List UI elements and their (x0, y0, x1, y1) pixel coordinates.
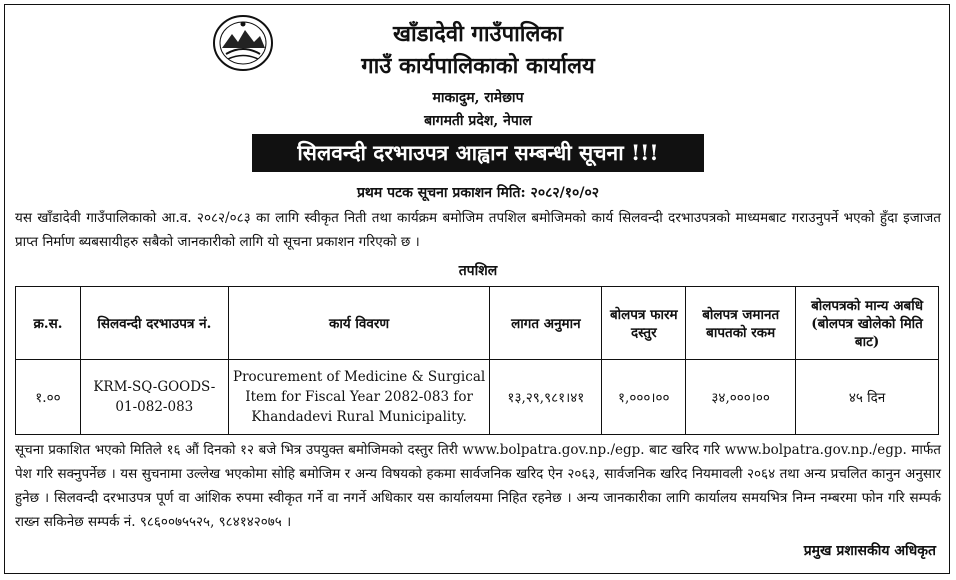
office-department: गाउँ कार्यपालिकाको कार्यालय (361, 53, 595, 79)
cell-validity: ४५ दिन (796, 360, 939, 435)
section-label: तपशिल (458, 263, 498, 279)
header-bid-no: सिलवन्दी दरभाउपत्र नं. (80, 287, 228, 360)
header-description: कार्य विवरण (228, 287, 490, 360)
office-address-line1: माकादुम, रामेछाप (432, 90, 524, 106)
header-form-fee: बोलपत्र फारम दस्तुर (602, 287, 686, 360)
header-estimate: लागत अनुमान (490, 287, 602, 360)
signature-title: प्रमुख प्रशासकीय अधिकृत (803, 543, 936, 559)
intro-paragraph: यस खाँडादेवी गाउँपालिकाको आ.व. २०८२/०८३ का लागि स्वीकृत निती तथा कार्यक्रम बमोजिम तपशिल बमोजिमको कार्य सिलवन्दी दरभाउपत्रको माध्यमबाट गराउनुपर्ने भएको हुँदा इजाजत प्राप्त निर्माण ब्यबसायीहरु सबैको जानकारीको लागि यो सूचना प्रकाशन गरिएको छ । (15, 210, 941, 250)
office-name: खाँडादेवी गाउँपालिका (393, 21, 563, 47)
cell-sn: १.०० (16, 360, 81, 435)
cell-description: Procurement of Medicine & Surgical Item for Fiscal Year 2082-083 for Khandadevi Rural Municipality. (228, 360, 490, 435)
header-security: बोलपत्र जमानत बापतको रकम (686, 287, 796, 360)
footer-paragraph: सूचना प्रकाशित भएको मितिले १६ औं दिनको १२ बजे भित्र उपयुक्त बमोजिमको दस्तुर तिरी www.bolpatra.gov.np./egp. बाट खरिद गरि www.bolpatra.gov.np./egp. मार्फत पेश गरि सक्नुपर्नेछ । यस सुचनामा उल्लेख भएकोमा सोहि बमोजिम र अन्य विषयको हकमा सार्वजनिक खरिद ऐन २०६३, सार्वजनिक खरिद नियमावली २०६४ तथा अन्य प्रचलित कानुन अनुसार हुनेछ । सिलवन्दी दरभाउपत्र पूर्ण वा आंशिक रुपमा स्वीकृत गर्ने वा नगर्ने अधिकार यस कार्यालयमा निहित रहनेछ । अन्य जानकारीका लागि कार्यालय समयभित्र निम्न नम्बरमा फोन गरि सम्पर्क राख्न सकिनेछ सम्पर्क नं. ९८६००७५५२५, ९८४१४२०७५ । (15, 442, 941, 530)
cell-bid-no: KRM-SQ-GOODS-01-082-083 (80, 360, 228, 435)
office-address-line2: बागमती प्रदेश, नेपाल (424, 113, 532, 129)
table-header-row (16, 287, 939, 360)
cell-security: ३४,०००।०० (686, 360, 796, 435)
notice-title: सिलवन्दी दरभाउपत्र आह्वान सम्बन्धी सूचना !!! (252, 134, 704, 172)
table-row (16, 360, 939, 435)
cell-estimate: १३,२९,९८१।४१ (490, 360, 602, 435)
header-sn: क्र.स. (16, 287, 81, 360)
cell-form-fee: १,०००।०० (602, 360, 686, 435)
publish-date: प्रथम पटक सूचना प्रकाशन मिति: २०८२/१०/०२ (356, 185, 600, 201)
header-validity: बोलपत्रको मान्य अबधि (बोलपत्र खोलेको मिति बाट) (796, 287, 939, 360)
bid-table (15, 286, 939, 435)
